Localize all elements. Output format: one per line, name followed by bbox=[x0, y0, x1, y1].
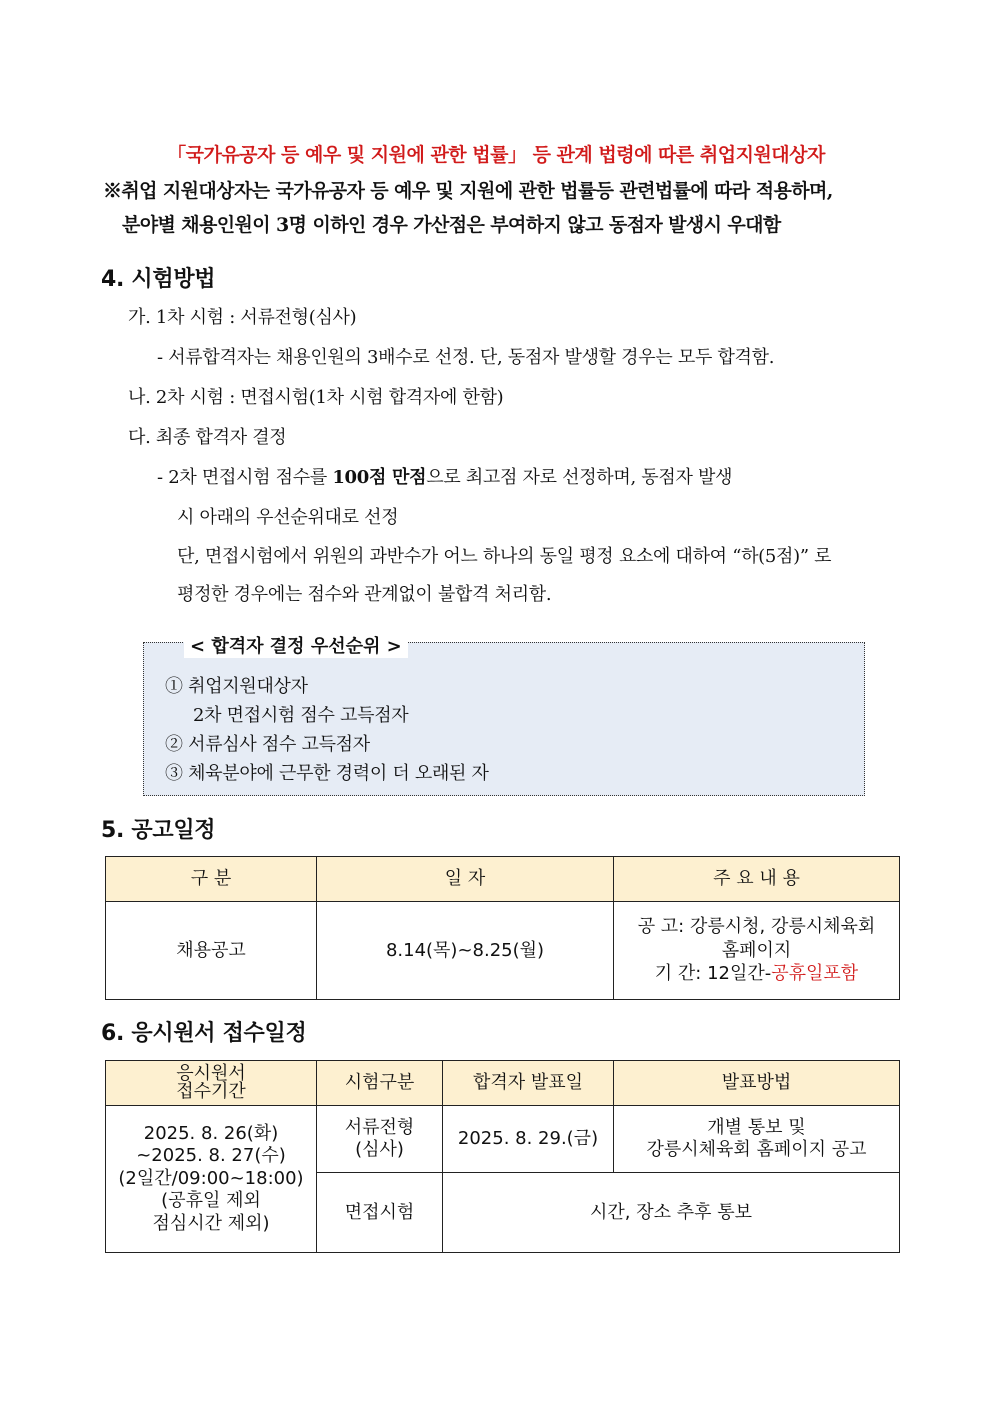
exam1-method-line2: 강릉시체육회 홈페이지 공고 bbox=[646, 1139, 867, 1160]
period-line4: (공휴일 제외 bbox=[161, 1190, 261, 1212]
item-da-sub bbox=[157, 463, 732, 489]
schedule-content-line3-pre: 기 간: 12일간- bbox=[654, 963, 772, 985]
application-header-date: 합격자 발표일 bbox=[443, 1061, 614, 1106]
section-5-heading: 5. 공고일정 bbox=[101, 818, 216, 843]
application-header-period-line2: 접수기간 bbox=[176, 1081, 246, 1102]
schedule-content-holiday: 공휴일포함 bbox=[771, 963, 859, 985]
priority-title: < 합격자 결정 우선순위 > bbox=[184, 632, 408, 658]
priority-line-1: ① 취업지원대상자 bbox=[165, 676, 308, 697]
section-4-heading: 4. 시험방법 bbox=[101, 267, 216, 292]
item-ga: 가. 1차 시험 : 서류전형(심사) bbox=[128, 307, 357, 328]
schedule-content-line1: 공 고: 강릉시청, 강릉시체육회 bbox=[637, 916, 876, 938]
application-table bbox=[105, 1060, 900, 1253]
schedule-header-type: 구 분 bbox=[106, 857, 317, 902]
schedule-header-date: 일 자 bbox=[317, 857, 614, 902]
application-header-exam: 시험구분 bbox=[317, 1061, 443, 1106]
application-period bbox=[106, 1106, 317, 1253]
exam1-method bbox=[614, 1106, 900, 1173]
exam1-type-line2: (심사) bbox=[355, 1139, 404, 1160]
application-header-period bbox=[106, 1061, 317, 1106]
exam1-method-line1: 개별 통보 및 bbox=[707, 1117, 806, 1139]
item-da-sub-post: 으로 최고점 자로 선정하며, 동점자 발생 bbox=[426, 467, 733, 488]
exam1-type bbox=[317, 1106, 443, 1173]
item-da: 다. 최종 합격자 결정 bbox=[128, 427, 287, 448]
schedule-type: 채용공고 bbox=[106, 902, 317, 1000]
period-line3: (2일간/09:00~18:00) bbox=[118, 1167, 304, 1189]
schedule-header-content: 주 요 내 용 bbox=[614, 857, 900, 902]
schedule-content-line3 bbox=[614, 962, 899, 985]
exam2-info: 시간, 장소 추후 통보 bbox=[443, 1173, 900, 1253]
note-line-2: 분야별 채용인원이 3명 이하인 경우 가산점은 부여하지 않고 동점자 발생시 우대함 bbox=[122, 214, 781, 236]
period-line2: ~2025. 8. 27(수) bbox=[136, 1145, 286, 1167]
item-da-sub-pre: - 2차 면접시험 점수를 bbox=[157, 467, 333, 488]
section-6-heading: 6. 응시원서 접수일정 bbox=[101, 1021, 307, 1046]
red-title: 「국가유공자 등 예우 및 지원에 관한 법률」 등 관계 법령에 따른 취업지원대상자 bbox=[167, 144, 825, 166]
item-da-sub-bold: 100점 만점 bbox=[332, 467, 427, 488]
item-da-sub-line2: 시 아래의 우선순위대로 선정 bbox=[177, 507, 399, 528]
note-line-1: ※취업 지원대상자는 국가유공자 등 예우 및 지원에 관한 법률등 관련법률에 따라 적용하며, bbox=[103, 180, 833, 202]
priority-line-3: ② 서류심사 점수 고득점자 bbox=[165, 734, 370, 755]
schedule-table bbox=[105, 856, 900, 1000]
period-line5: 점심시간 제외) bbox=[152, 1212, 270, 1234]
item-na: 나. 2차 시험 : 면접시험(1차 시험 합격자에 한함) bbox=[128, 387, 504, 408]
item-da-note-line1: 단, 면접시험에서 위원의 과반수가 어느 하나의 동일 평정 요소에 대하여 “하(5점)” 로 bbox=[177, 546, 832, 567]
priority-line-2: 2차 면접시험 점수 고득점자 bbox=[193, 705, 409, 726]
priority-line-4: ③ 체육분야에 근무한 경력이 더 오래된 자 bbox=[165, 763, 489, 784]
exam1-type-line1: 서류전형 bbox=[344, 1117, 415, 1139]
schedule-content-line2: 홈페이지 bbox=[721, 939, 792, 961]
period-line1: 2025. 8. 26(화) bbox=[143, 1122, 279, 1144]
application-header-method: 발표방법 bbox=[614, 1061, 900, 1106]
exam1-date: 2025. 8. 29.(금) bbox=[443, 1106, 614, 1173]
item-ga-sub: - 서류합격자는 채용인원의 3배수로 선정. 단, 동점자 발생할 경우는 모두 합격함. bbox=[157, 347, 775, 368]
schedule-date: 8.14(목)~8.25(월) bbox=[317, 902, 614, 1000]
item-da-note-line2: 평정한 경우에는 점수와 관계없이 불합격 처리함. bbox=[177, 584, 552, 605]
application-header-period-line1: 응시원서 bbox=[176, 1063, 246, 1084]
exam2-type: 면접시험 bbox=[317, 1173, 443, 1253]
schedule-content bbox=[614, 902, 900, 1000]
